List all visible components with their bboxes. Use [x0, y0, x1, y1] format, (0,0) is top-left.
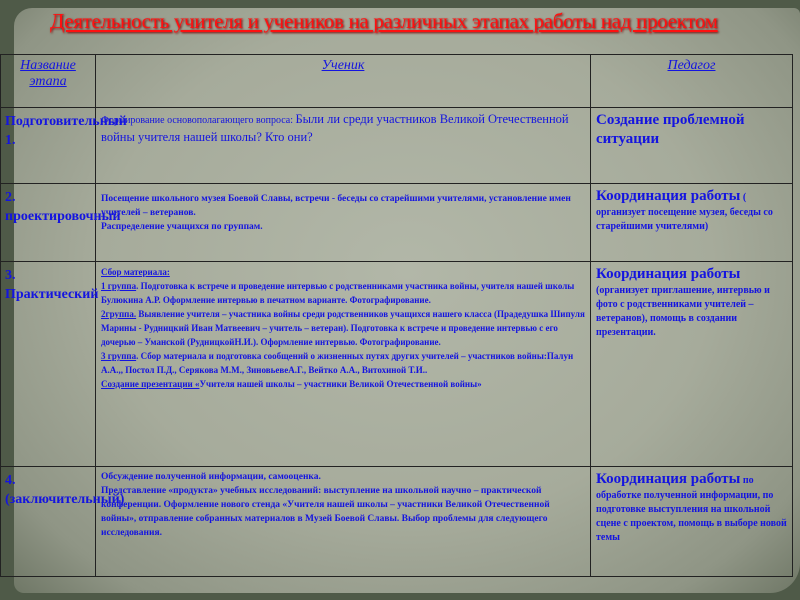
student-lead: Формирование основополагающего вопроса:: [101, 115, 296, 126]
teacher-cell: [591, 184, 793, 262]
student-text: . Подготовка к встрече и проведение интервью с родственниками участника войны, учителя нашей школы Булюкина А.Р. Оформление интервью в печатном варианте. Фотографирование.: [101, 281, 575, 305]
teacher-cell: [591, 262, 793, 467]
teacher-main: Координация работы: [596, 471, 741, 487]
table-row: [1, 262, 793, 467]
teacher-cell: [591, 108, 793, 184]
table-row: [1, 184, 793, 262]
student-cell: [96, 184, 591, 262]
stage-cell: 3. Практический: [1, 262, 96, 467]
presentation-label: Создание презентации «: [101, 379, 200, 389]
group-label: 1 группа: [101, 281, 137, 291]
student-text: Распределение учащихся по группам.: [101, 222, 263, 232]
page-title: Деятельность учителя и учеников на различных этапах работы над проектом: [50, 9, 718, 33]
student-cell: [96, 108, 591, 184]
group-label: 2группа.: [101, 309, 137, 319]
table-row: [1, 467, 793, 577]
header-stage: Название этапа: [1, 55, 96, 108]
teacher-detail: (организует приглашение, интервью и фото с родственниками учителей – ветеранов), помощь в создании презентации.: [596, 285, 770, 338]
student-text: Посещение школьного музея Боевой Славы, встречи - беседы со старейшими учителями, установление имен учителей – ветеранов.: [101, 194, 571, 218]
table-row: [1, 108, 793, 184]
teacher-detail: по обработке полученной информации, по подготовке выступления на школьной сцене с проектом, помощь в выборе новой темы: [596, 475, 787, 543]
teacher-main: Создание проблемной ситуации: [596, 112, 745, 147]
student-text: Выявление учителя – участника войны среди родственников учащихся нашего класса (Прадедушка Шипуля Марины - Рудницкий Иван Матвеевич – учитель – ветеран). Подготовка к встрече и проведение интервью с его дочерью – Уманской (РудницкойН.И.). Оформление интервью. Фотографирование.: [101, 309, 585, 347]
project-stages-table: [0, 54, 793, 577]
stage-cell: 2. проектировочный: [1, 184, 96, 262]
teacher-main: Координация работы: [596, 188, 741, 204]
student-heading: Сбор материала:: [101, 267, 170, 277]
student-cell: [96, 262, 591, 467]
student-text: Представление «продукта» учебных исследований: выступление на школьной научно – практической конференции. Оформление нового стенда «Учителя нашей школы – участники Великой Отечественной войны», отправление собранных материалов в Музей Боевой Славы. Выбор проблемы для следующего исследования.: [101, 486, 550, 538]
header-teacher: Педагог: [591, 55, 793, 108]
header-student: Ученик: [96, 55, 591, 108]
student-text: Учителя нашей школы – участники Великой Отечественной войны»: [199, 379, 482, 389]
student-cell: [96, 467, 591, 577]
student-text: Обсуждение полученной информации, самооценка.: [101, 472, 321, 482]
stage-cell: 4. (заключительный): [1, 467, 96, 577]
teacher-main: Координация работы: [596, 266, 741, 282]
stage-cell: Подготовительный 1.: [1, 108, 96, 184]
table-header-row: [1, 55, 793, 108]
student-text: Были ли среди участников Великой Отечественной войны учителя нашей школы? Кто они?: [101, 112, 569, 144]
group-label: 3 группа: [101, 351, 137, 361]
teacher-cell: [591, 467, 793, 577]
student-text: . Сбор материала и подготовка сообщений о жизненных путях других учителей – участников войны:Палун А.А.,, Постол П.Д., Серякова М.М., ЗиновьевеА.Г., Вейтко А.А., Витохиной Т.И..: [101, 351, 574, 375]
teacher-detail: ( организует посещение музея, беседы со старейшими учителями): [596, 192, 773, 232]
